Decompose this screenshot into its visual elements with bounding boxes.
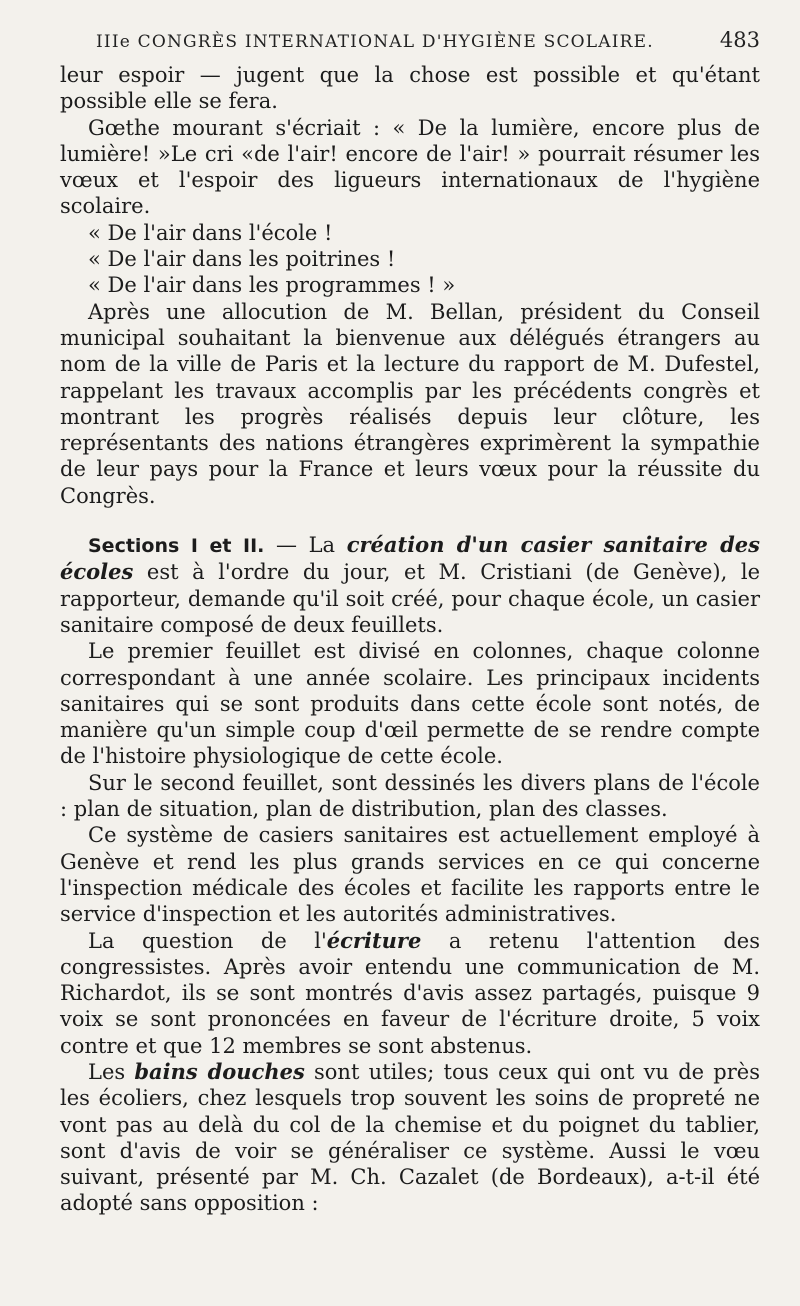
text-run: sont utiles; tous ceux qui ont vu de près les écoliers, chez lesquels trop souvent les soins de propreté ne vont pas au delà du col de la chemise et du poignet du tablier, sont d'avis de voir se généraliser ce système. Aussi le vœu suivant, présenté par M. Ch. Cazalet (de Bordeaux), a-t-il été adopté sans opposition : [60,1059,760,1216]
paragraph: leur espoir — jugent que la chose est possible et qu'étant possible elle se fera. [60,63,760,114]
paragraph [60,928,760,1059]
paragraph: Après une allocution de M. Bellan, président du Conseil municipal souhaitant la bienvenue aux délégués étrangers au nom de la ville de Paris et la lecture du rapport de M. Dufestel, rappelant les travaux accomplis par les précédents congrès et montrant les progrès réalisés depuis leur clôture, les représentants des nations étrangères exprimèrent la sympathie de leur pays pour la France et leurs vœux pour la réussite du Congrès. [60,299,760,508]
quote-line: « De l'air dans les poitrines ! [88,247,396,272]
paragraph [60,1059,760,1217]
text-run: Les [88,1059,135,1084]
text-run: La question de l' [88,928,327,953]
emphasized-term: bains douches [134,1058,305,1084]
paragraph: Sur le second feuillet, sont dessinés les divers plans de l'école : plan de situation, plan de distribution, plan des classes. [60,770,760,822]
emphasized-term: création d'un casier sanitaire des écoles [60,532,760,585]
section-gap [60,509,760,532]
paragraph: Le premier feuillet est divisé en colonnes, chaque colonne correspondant à une année scolaire. Les principaux incidents sanitaires qui se sont produits dans cette école sont notés, de manière qu'un simple coup d'œil permette de se rendre compte de l'histoire physiologique de cette école. [60,639,760,769]
section-text: est à l'ordre du jour, et M. Cristiani (de Genève), le rapporteur, demande qu'il soit créé, pour chaque école, un casier sanitaire composé de deux feuillets. [60,560,760,637]
text-run: a retenu l'attention des congressistes. Après avoir entendu une communication de M. Richardot, ils se sont montrés d'avis assez partagés, puisque 9 voix se sont prononcées en faveur de l'écriture droite, 5 voix contre et que 12 membres se sont abstenus. [60,928,760,1058]
section-heading: Sections I et II. [88,535,265,558]
quote-line: « De l'air dans les programmes ! » [88,273,456,298]
quote-line: « De l'air dans l'école ! [88,220,333,245]
section-paragraph [60,532,760,638]
paragraph: Ce système de casiers sanitaires est actuellement employé à Genève et rend les plus grands services en ce qui concerne l'inspection médicale des écoles et facilite les rapports entre le service d'inspection et les autorités administratives. [60,823,760,927]
running-title: IIIe CONGRÈS INTERNATIONAL D'HYGIÈNE SCOLAIRE. [96,32,654,52]
emphasized-term: écriture [326,927,422,953]
document-page [60,28,760,1217]
paragraph: Gœthe mourant s'écriait : « De la lumière, encore plus de lumière! »Le cri «de l'air! encore de l'air! » pourrait résumer les vœux et l'espoir des ligueurs internationaux de l'hygiène scolaire. [60,115,760,219]
section-dash: — La [264,533,347,558]
page-number: 483 [719,28,760,52]
running-head [60,28,760,52]
